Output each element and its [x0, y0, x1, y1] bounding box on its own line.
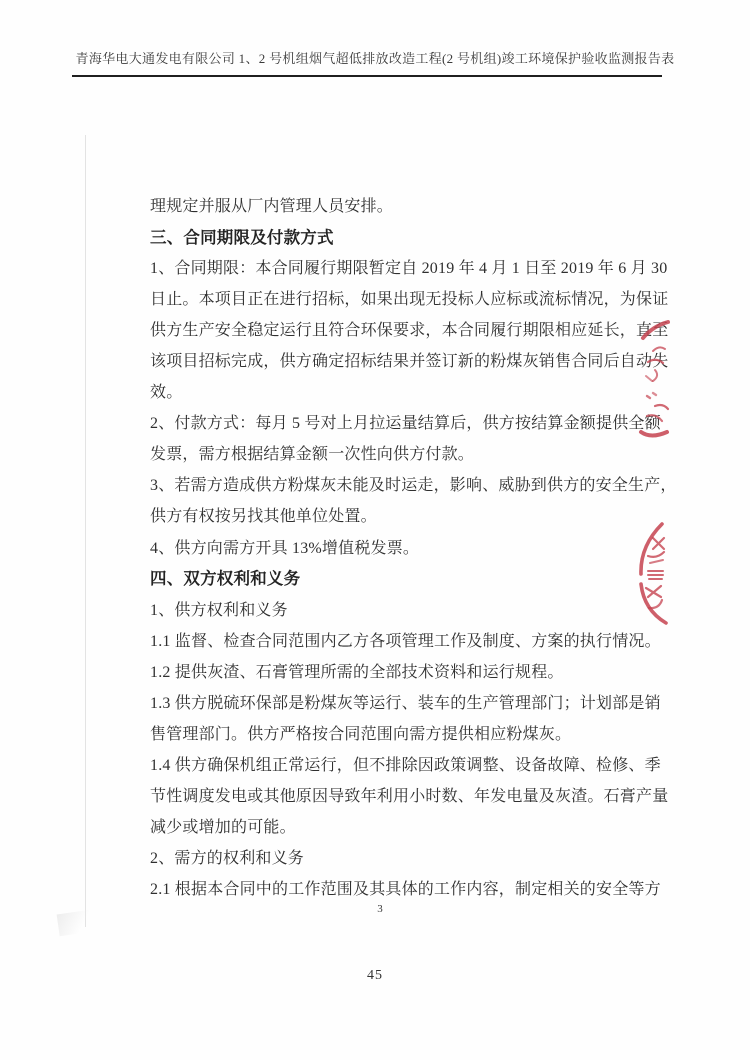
document-line: 该项目招标完成，供方确定招标结果并签订新的粉煤灰销售合同后自动失: [150, 353, 669, 371]
document-line: 供方生产安全稳定运行且符合环保要求，本合同履行期限相应延长，直至: [150, 322, 669, 340]
contract-body: [150, 189, 677, 903]
document-line: 1.4 供方确保机组正常运行，但不排除因政策调整、设备故障、检修、季: [150, 756, 661, 774]
section-heading: 三、合同期限及付款方式: [150, 227, 334, 247]
document-line: 2、需方的权利和义务: [150, 850, 305, 867]
document-line: 发票，需方根据结算金额一次性向供方付款。: [150, 446, 475, 464]
red-seal-fragment-upper-icon: [638, 318, 672, 444]
document-line: 效。: [150, 384, 183, 402]
document-line: 1、合同期限：本合同履行期限暂定自 2019 年 4 月 1 日至 2019 年 6 月 30: [150, 260, 668, 278]
scanned-page-corner-shadow: [57, 910, 94, 937]
header-rule: [72, 75, 662, 77]
document-line: 2、付款方式：每月 5 号对上月拉运量结算后，供方按结算金额提供全额: [150, 415, 661, 433]
footer-page-number: 45: [367, 968, 383, 983]
document-line: 供方有权按另找其他单位处置。: [150, 508, 377, 526]
header-title: 青海华电大通发电有限公司 1、2 号机组烟气超低排放改造工程(2 号机组)竣工环境保护验收监测报告表: [75, 51, 675, 66]
document-line: 1.1 监督、检查合同范围内乙方各项管理工作及制度、方案的执行情况。: [150, 632, 661, 650]
document-line: 理规定并服从厂内管理人员安排。: [150, 198, 394, 216]
document-line: 3、若需方造成供方粉煤灰未能及时运走，影响、威胁到供方的安全生产，: [150, 477, 677, 495]
red-seal-fragment-lower-icon: [634, 522, 670, 626]
document-line: 1.2 提供灰渣、石膏管理所需的全部技术资料和运行规程。: [150, 663, 564, 681]
inner-page-number: 3: [377, 903, 383, 915]
document-line: 售管理部门。供方严格按合同范围向需方提供相应粉煤灰。: [150, 725, 572, 743]
document-line: 1、供方权利和义务: [150, 601, 288, 619]
section-heading: 四、双方权利和义务: [150, 569, 301, 589]
document-line: 日止。本项目正在进行招标，如果出现无投标人应标或流标情况，为保证: [150, 291, 669, 309]
document-line: 减少或增加的可能。: [150, 818, 296, 836]
document-line: 2.1 根据本合同中的工作范围及其具体的工作内容，制定相关的安全等方: [150, 881, 661, 899]
document-line: 节性调度发电或其他原因导致年利用小时数、年发电量及灰渣。石膏产量: [150, 787, 669, 805]
document-line: 4、供方向需方开具 13%增值税发票。: [150, 539, 420, 557]
scanned-page-left-edge: [85, 135, 86, 927]
document-line: 1.3 供方脱硫环保部是粉煤灰等运行、装车的生产管理部门；计划部是销: [150, 694, 661, 712]
